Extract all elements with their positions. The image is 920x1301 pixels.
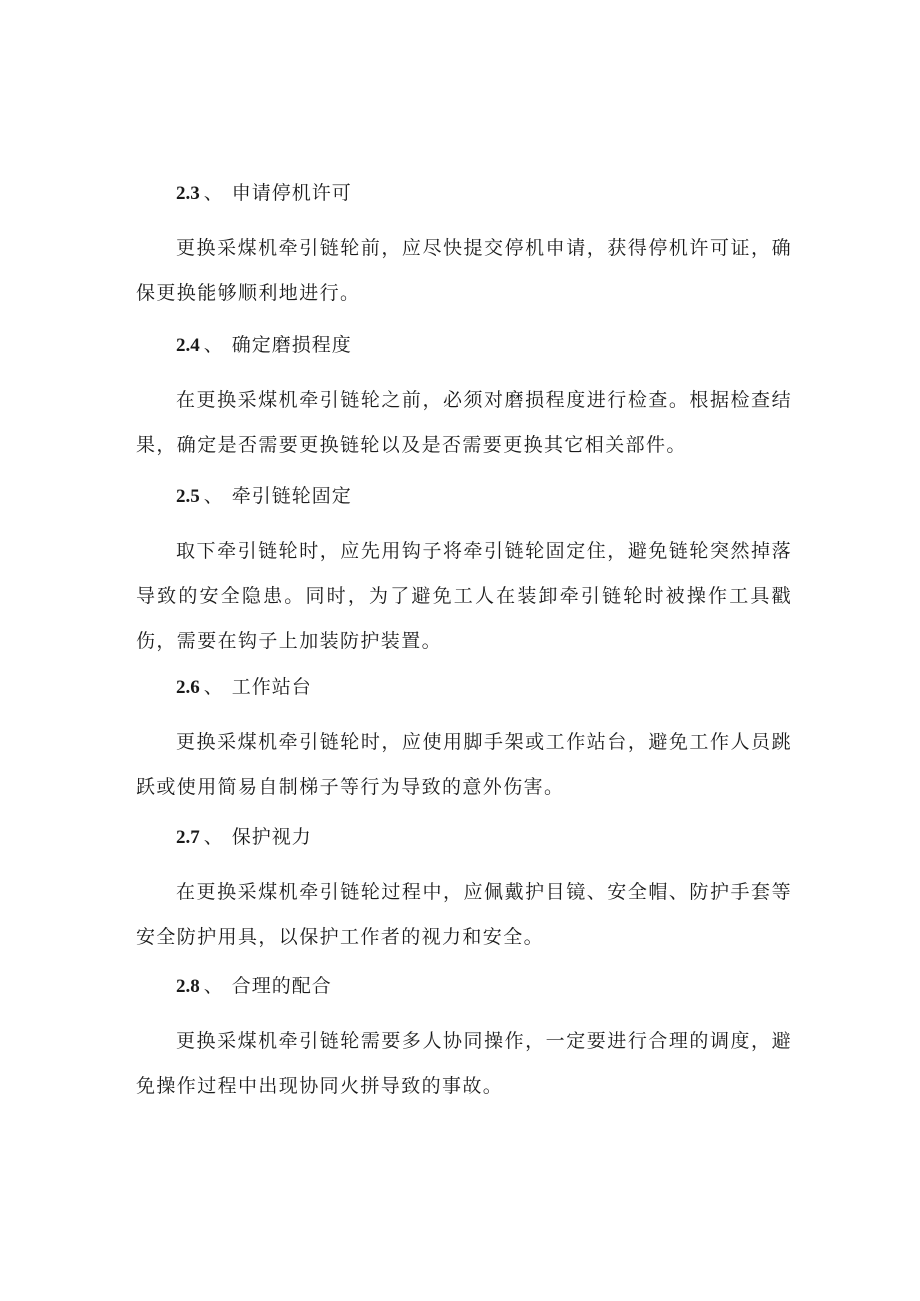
- section-heading-2-5: [176, 481, 352, 511]
- section-body-2-8: 更换采煤机牵引链轮需要多人协同操作，一定要进行合理的调度，避免操作过程中出现协同火拼导致的事故。: [136, 1030, 792, 1097]
- section-heading-2-7: [176, 822, 312, 852]
- section-separator: 、: [203, 826, 223, 848]
- section-title: 申请停机许可: [231, 182, 352, 204]
- section-body-2-4: 在更换采煤机牵引链轮之前，必须对磨损程度进行检查。根据检查结果，确定是否需要更换链轮以及是否需要更换其它相关部件。: [136, 389, 792, 456]
- section-separator: 、: [203, 975, 223, 997]
- section-heading-2-6: [176, 672, 312, 702]
- section-body-2-5: 取下牵引链轮时，应先用钩子将牵引链轮固定住，避免链轮突然掉落导致的安全隐患。同时，为了避免工人在装卸牵引链轮时被操作工具戳伤，需要在钩子上加装防护装置。: [136, 540, 792, 652]
- section-separator: 、: [203, 485, 223, 507]
- section-body-2-3: 更换采煤机牵引链轮前，应尽快提交停机申请，获得停机许可证，确保更换能够顺利地进行。: [136, 237, 792, 304]
- section-number: 2.7: [176, 827, 200, 848]
- section-heading-2-4: [176, 330, 352, 360]
- section-number: 2.8: [176, 976, 200, 997]
- section-title: 合理的配合: [231, 975, 332, 997]
- section-body-2-7: 在更换采煤机牵引链轮过程中，应佩戴护目镜、安全帽、防护手套等安全防护用具，以保护工作者的视力和安全。: [136, 881, 792, 948]
- section-separator: 、: [203, 182, 223, 204]
- section-title: 确定磨损程度: [231, 334, 352, 356]
- section-number: 2.5: [176, 486, 200, 507]
- section-number: 2.4: [176, 335, 200, 356]
- section-title: 工作站台: [231, 676, 312, 698]
- section-title: 保护视力: [231, 826, 312, 848]
- section-separator: 、: [203, 334, 223, 356]
- section-title: 牵引链轮固定: [231, 485, 352, 507]
- section-heading-2-8: [176, 971, 332, 1001]
- section-number: 2.6: [176, 677, 200, 698]
- section-separator: 、: [203, 676, 223, 698]
- section-number: 2.3: [176, 183, 200, 204]
- section-body-2-6: 更换采煤机牵引链轮时，应使用脚手架或工作站台，避免工作人员跳跃或使用简易自制梯子等行为导致的意外伤害。: [136, 731, 792, 798]
- section-heading-2-3: [176, 178, 352, 208]
